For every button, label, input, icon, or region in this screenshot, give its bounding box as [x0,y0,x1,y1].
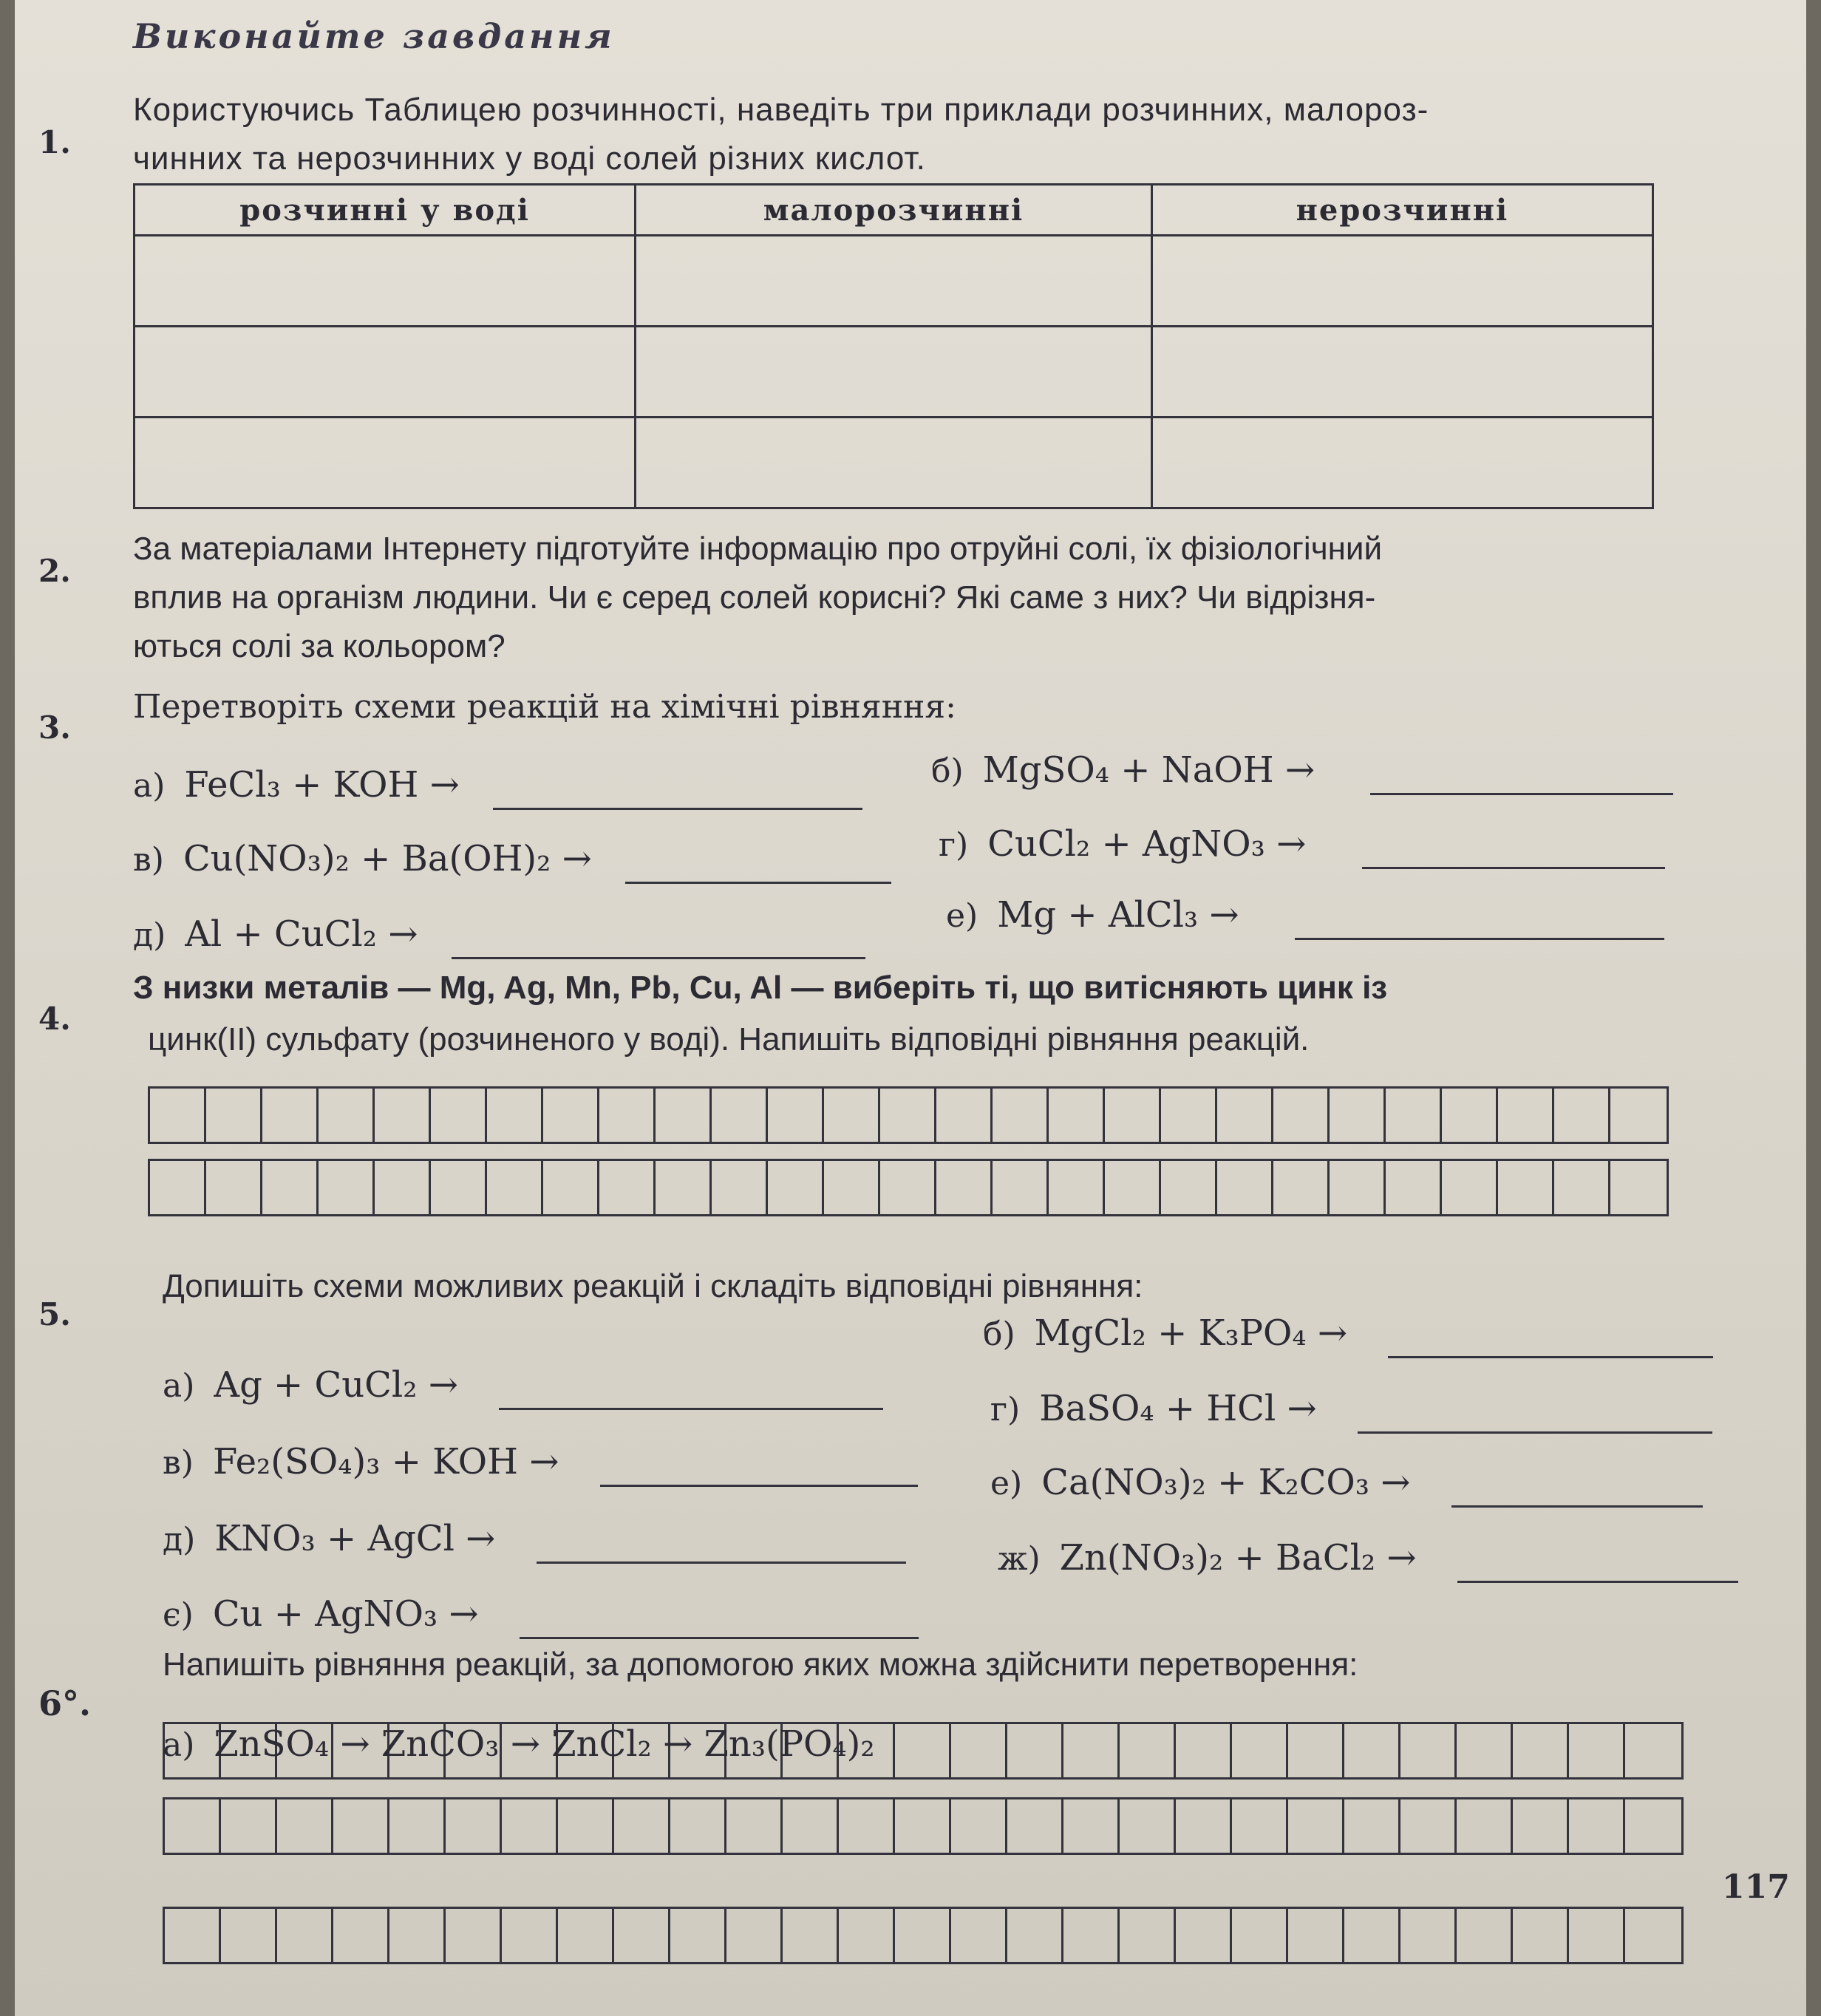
grid-cell[interactable] [1007,1724,1063,1777]
task2-number: 2. [38,553,71,589]
task5-item-b [983,1310,1713,1358]
answer-blank[interactable] [493,775,862,810]
grid-cell[interactable] [880,1161,936,1214]
grid-cell[interactable] [1344,1724,1400,1777]
task4-line1: З низки металів — Mg, Ag, Mn, Pb, Cu, Al — виберіть ті, що витісняють цинк із [133,970,1388,1006]
grid-cell[interactable] [1400,1909,1457,1962]
grid-cell[interactable] [1400,1724,1457,1777]
table-cell[interactable] [636,236,1152,327]
grid-cell[interactable] [1610,1161,1667,1214]
grid-cell[interactable] [1120,1909,1176,1962]
answer-blank[interactable] [520,1604,919,1639]
answer-grid-row[interactable] [148,1159,1669,1216]
reaction-formula: Ag + CuCl₂ → [214,1364,458,1406]
workbook-page [15,0,1806,2016]
grid-cell[interactable] [165,1909,221,1962]
grid-cell[interactable] [783,1909,839,1962]
answer-blank[interactable] [1295,905,1664,940]
reaction-formula: KNO₃ + AgCl → [214,1518,496,1559]
task4-line2: цинк(II) сульфату (розчиненого у воді). Напишіть відповідні рівняння реакцій. [148,1021,1310,1058]
grid-cell[interactable] [487,1161,543,1214]
task3-item-a [133,761,862,810]
reaction-formula: FeCl₃ + KOH → [184,764,460,806]
task6-chain [163,1720,875,1769]
grid-cell[interactable] [993,1089,1049,1142]
grid-cell[interactable] [1288,1909,1344,1962]
grid-cell[interactable] [150,1089,206,1142]
grid-cell[interactable] [726,1799,783,1853]
reaction-formula: MgCl₂ + K₃PO₄ → [1034,1312,1348,1354]
grid-cell[interactable] [839,1799,895,1853]
grid-cell[interactable] [1105,1089,1161,1142]
answer-grid-row[interactable] [148,1086,1669,1144]
grid-cell[interactable] [1049,1089,1105,1142]
task2-line1: За матеріалами Інтернету підготуйте інформацію про отруйні солі, їх фізіологічний [133,531,1383,567]
grid-cell[interactable] [1610,1089,1667,1142]
reaction-formula: Ca(NO₃)₂ + K₂CO₃ → [1041,1462,1411,1503]
grid-cell[interactable] [951,1724,1007,1777]
table-cell[interactable] [1151,418,1652,508]
grid-cell[interactable] [951,1799,1007,1853]
answer-blank[interactable] [1358,1399,1712,1434]
grid-cell[interactable] [880,1089,936,1142]
grid-cell[interactable] [1049,1161,1105,1214]
grid-cell[interactable] [1554,1161,1610,1214]
item-label: г) [990,1391,1021,1428]
grid-cell[interactable] [319,1161,375,1214]
grid-cell[interactable] [1273,1089,1330,1142]
item-label: в) [133,841,164,879]
answer-blank[interactable] [1451,1473,1703,1508]
grid-cell[interactable] [1063,1909,1120,1962]
grid-cell[interactable] [206,1161,262,1214]
task1-text-line2: чинних та нерозчинних у воді солей різних кислот. [133,140,926,177]
table-row [135,236,1653,327]
grid-cell[interactable] [1513,1909,1569,1962]
grid-cell[interactable] [375,1161,431,1214]
header-soluble: розчинні у воді [135,185,636,236]
reaction-formula: Cu(NO₃)₂ + Ba(OH)₂ → [183,838,592,879]
grid-cell[interactable] [1625,1799,1681,1853]
grid-cell[interactable] [656,1161,712,1214]
task5-item-e [163,1515,906,1564]
grid-cell[interactable] [431,1161,487,1214]
grid-cell[interactable] [206,1089,262,1142]
grid-cell[interactable] [558,1799,614,1853]
item-label: в) [163,1444,194,1482]
grid-cell[interactable] [487,1089,543,1142]
solubility-table [133,183,1654,509]
grid-cell[interactable] [221,1799,277,1853]
reaction-formula: BaSO₄ + HCl → [1039,1388,1317,1429]
table-cell[interactable] [135,418,636,508]
item-label: а) [163,1726,195,1764]
grid-cell[interactable] [1232,1799,1288,1853]
grid-cell[interactable] [1007,1799,1063,1853]
grid-cell[interactable] [319,1089,375,1142]
grid-cell[interactable] [262,1089,319,1142]
grid-cell[interactable] [670,1799,726,1853]
grid-cell[interactable] [333,1799,389,1853]
grid-cell[interactable] [1498,1161,1554,1214]
grid-cell[interactable] [895,1909,951,1962]
grid-cell[interactable] [1288,1799,1344,1853]
grid-cell[interactable] [502,1909,558,1962]
grid-cell[interactable] [1498,1089,1554,1142]
answer-blank[interactable] [625,849,891,884]
grid-cell[interactable] [614,1799,670,1853]
task5-number: 5. [38,1296,71,1332]
task4-number: 4. [38,1001,71,1037]
grid-cell[interactable] [599,1089,656,1142]
grid-cell[interactable] [670,1909,726,1962]
grid-cell[interactable] [389,1909,446,1962]
grid-cell[interactable] [1513,1724,1569,1777]
grid-cell[interactable] [1273,1161,1330,1214]
reaction-formula: Zn(NO₃)₂ + BaCl₂ → [1059,1537,1417,1579]
table-row [135,418,1653,508]
grid-cell[interactable] [1217,1089,1273,1142]
grid-cell[interactable] [1513,1799,1569,1853]
answer-blank[interactable] [1362,834,1665,869]
grid-cell[interactable] [221,1909,277,1962]
table-cell[interactable] [135,327,636,418]
table-cell[interactable] [1151,236,1652,327]
grid-cell[interactable] [1625,1724,1681,1777]
grid-cell[interactable] [1344,1909,1400,1962]
task3-item-d [939,820,1665,869]
answer-blank[interactable] [1457,1548,1738,1583]
grid-cell[interactable] [726,1909,783,1962]
grid-cell[interactable] [1457,1724,1513,1777]
table-row [135,327,1653,418]
grid-cell[interactable] [824,1161,880,1214]
grid-cell[interactable] [1176,1799,1232,1853]
reaction-formula: Cu + AgNO₃ → [212,1593,479,1635]
reaction-formula: Fe₂(SO₄)₃ + KOH → [212,1441,559,1482]
grid-cell[interactable] [1569,1724,1625,1777]
grid-cell[interactable] [783,1799,839,1853]
task3-item-b [931,746,1673,795]
answer-grid-row[interactable] [163,1797,1684,1855]
grid-cell[interactable] [1386,1089,1442,1142]
grid-cell[interactable] [1063,1724,1120,1777]
grid-cell[interactable] [1457,1799,1513,1853]
reaction-formula: Al + CuCl₂ → [185,913,418,955]
item-label: д) [133,916,166,954]
grid-cell[interactable] [1176,1724,1232,1777]
answer-blank[interactable] [537,1529,906,1564]
task5-item-h [998,1534,1738,1583]
grid-cell[interactable] [824,1089,880,1142]
grid-cell[interactable] [1217,1161,1273,1214]
answer-blank[interactable] [499,1375,883,1410]
grid-cell[interactable] [951,1909,1007,1962]
task3-number: 3. [38,709,71,746]
grid-cell[interactable] [768,1089,824,1142]
header-insoluble: нерозчинні [1151,185,1652,236]
page-number: 117 [1722,1868,1790,1906]
grid-cell[interactable] [712,1161,768,1214]
grid-cell[interactable] [333,1909,389,1962]
grid-cell[interactable] [1161,1161,1217,1214]
item-label: є) [163,1596,194,1634]
grid-cell[interactable] [1176,1909,1232,1962]
grid-cell[interactable] [1569,1799,1625,1853]
grid-cell[interactable] [277,1909,333,1962]
grid-cell[interactable] [839,1909,895,1962]
task2-line3: ються солі за кольором? [133,628,506,664]
item-label: ж) [998,1540,1041,1578]
task1-text-line1: Користуючись Таблицею розчинності, наведіть три приклади розчинних, малороз- [133,92,1429,128]
grid-cell[interactable] [1344,1799,1400,1853]
header-slightly-soluble: малорозчинні [636,185,1152,236]
task6-number: 6°. [38,1683,92,1723]
task3-item-c [133,835,891,884]
grid-cell[interactable] [1288,1724,1344,1777]
answer-grid-row[interactable] [163,1907,1684,1964]
grid-cell[interactable] [1442,1089,1498,1142]
grid-cell[interactable] [1232,1724,1288,1777]
grid-cell[interactable] [895,1724,951,1777]
grid-cell[interactable] [431,1089,487,1142]
item-label: е) [946,897,978,935]
grid-cell[interactable] [712,1089,768,1142]
grid-cell[interactable] [599,1161,656,1214]
task3-prompt: Перетворіть схеми реакцій на хімічні рівняння: [133,688,956,726]
item-label: а) [133,767,166,805]
grid-cell[interactable] [936,1089,993,1142]
table-cell[interactable] [636,327,1152,418]
table-header-row [135,185,1653,236]
answer-blank[interactable] [452,924,865,959]
task1-number: 1. [38,124,71,160]
grid-cell[interactable] [656,1089,712,1142]
grid-cell[interactable] [1554,1089,1610,1142]
task2-line2: вплив на організм людини. Чи є серед солей корисні? Які саме з них? Чи відрізня- [133,579,1376,616]
grid-cell[interactable] [446,1799,502,1853]
item-label: б) [931,752,964,790]
grid-cell[interactable] [277,1799,333,1853]
grid-cell[interactable] [1330,1089,1386,1142]
item-label: е) [990,1465,1023,1502]
grid-cell[interactable] [165,1799,221,1853]
reaction-formula: MgSO₄ + NaOH → [982,749,1315,791]
item-label: а) [163,1367,195,1405]
reaction-formula: Mg + AlCl₃ → [997,894,1239,936]
grid-cell[interactable] [1232,1909,1288,1962]
table-cell[interactable] [636,418,1152,508]
grid-cell[interactable] [558,1909,614,1962]
grid-cell[interactable] [936,1161,993,1214]
grid-cell[interactable] [262,1161,319,1214]
task5-item-c [163,1438,918,1487]
grid-cell[interactable] [1105,1161,1161,1214]
answer-blank[interactable] [600,1452,918,1487]
transformation-chain: ZnSO₄ → ZnCO₃ → ZnCl₂ → Zn₃(PO₄)₂ [214,1723,875,1765]
grid-cell[interactable] [1120,1799,1176,1853]
grid-cell[interactable] [150,1161,206,1214]
grid-cell[interactable] [1330,1161,1386,1214]
task3-item-f [946,891,1664,940]
table-cell[interactable] [1151,327,1652,418]
grid-cell[interactable] [1120,1724,1176,1777]
grid-cell[interactable] [1007,1909,1063,1962]
grid-cell[interactable] [446,1909,502,1962]
grid-cell[interactable] [1400,1799,1457,1853]
grid-cell[interactable] [543,1161,599,1214]
grid-cell[interactable] [1161,1089,1217,1142]
grid-cell[interactable] [389,1799,446,1853]
reaction-formula: CuCl₂ + AgNO₃ → [987,823,1307,865]
task6-prompt: Напишіть рівняння реакцій, за допомогою яких можна здійснити перетворення: [163,1646,1358,1683]
grid-cell[interactable] [768,1161,824,1214]
grid-cell[interactable] [502,1799,558,1853]
grid-cell[interactable] [895,1799,951,1853]
item-label: б) [983,1315,1015,1353]
grid-cell[interactable] [1386,1161,1442,1214]
grid-cell[interactable] [993,1161,1049,1214]
grid-cell[interactable] [375,1089,431,1142]
section-heading: Виконайте завдання [133,16,615,56]
grid-cell[interactable] [1625,1909,1681,1962]
grid-cell[interactable] [1442,1161,1498,1214]
answer-blank[interactable] [1370,760,1673,795]
answer-blank[interactable] [1388,1324,1713,1358]
task3-item-e [133,910,865,959]
table-cell[interactable] [135,236,636,327]
grid-cell[interactable] [614,1909,670,1962]
grid-cell[interactable] [1569,1909,1625,1962]
grid-cell[interactable] [1063,1799,1120,1853]
task5-item-d [990,1385,1712,1434]
task5-prompt: Допишіть схеми можливих реакцій і складіть відповідні рівняння: [163,1268,1143,1304]
grid-cell[interactable] [1457,1909,1513,1962]
grid-cell[interactable] [543,1089,599,1142]
task5-item-g [163,1590,919,1639]
item-label: г) [939,826,969,864]
item-label: д) [163,1521,196,1559]
task5-item-a [163,1361,883,1410]
task5-item-f [990,1459,1703,1508]
